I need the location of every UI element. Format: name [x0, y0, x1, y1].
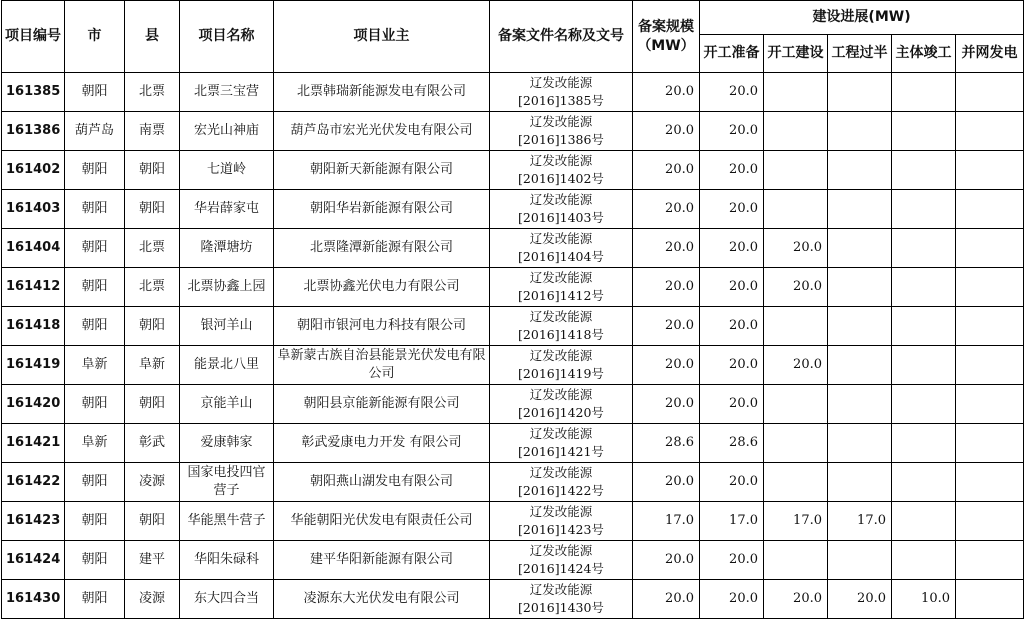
filing-doc-line2: [2016]1418号 — [518, 327, 604, 342]
construction-start-cell: 17.0 — [764, 502, 828, 541]
project-name-cell: 华岩薛家屯 — [180, 190, 274, 229]
filing-doc-line2: [2016]1386号 — [518, 132, 604, 147]
project-id-cell: 161419 — [2, 346, 65, 385]
filing-doc-line2: [2016]1412号 — [518, 288, 604, 303]
filing-doc-line2: [2016]1430号 — [518, 600, 604, 615]
filing-doc-cell — [490, 151, 633, 190]
project-id-cell: 161385 — [2, 73, 65, 112]
project-name-cell: 国家电投四官营子 — [180, 463, 274, 502]
filing-doc-line1: 辽发改能源 — [529, 348, 593, 363]
main-complete-cell — [892, 307, 956, 346]
construction-start-cell: 20.0 — [764, 580, 828, 619]
county-cell: 凌源 — [125, 463, 180, 502]
project-owner-cell: 华能朝阳光伏发电有限责任公司 — [274, 502, 490, 541]
project-owner-cell: 朝阳华岩新能源有限公司 — [274, 190, 490, 229]
main-complete-cell — [892, 346, 956, 385]
table-row — [2, 541, 1024, 580]
filing-doc-line2: [2016]1385号 — [518, 93, 604, 108]
filing-scale-cell: 20.0 — [633, 151, 700, 190]
filing-doc-cell — [490, 73, 633, 112]
project-name-cell: 京能羊山 — [180, 385, 274, 424]
project-owner-cell: 北票隆潭新能源有限公司 — [274, 229, 490, 268]
halfway-cell — [828, 346, 892, 385]
filing-scale-cell: 28.6 — [633, 424, 700, 463]
main-complete-cell — [892, 229, 956, 268]
header-filing-scale: 备案规模（MW） — [633, 1, 700, 73]
project-id-cell: 161422 — [2, 463, 65, 502]
construction-start-cell — [764, 463, 828, 502]
filing-scale-cell: 20.0 — [633, 541, 700, 580]
filing-doc-cell — [490, 190, 633, 229]
county-cell: 朝阳 — [125, 190, 180, 229]
project-id-cell: 161412 — [2, 268, 65, 307]
halfway-cell: 17.0 — [828, 502, 892, 541]
construction-start-cell — [764, 541, 828, 580]
header-prep: 开工准备 — [700, 35, 764, 73]
grid-connected-cell — [956, 151, 1024, 190]
project-owner-cell: 朝阳新天新能源有限公司 — [274, 151, 490, 190]
filing-doc-line1: 辽发改能源 — [529, 270, 593, 285]
county-cell: 朝阳 — [125, 502, 180, 541]
construction-start-cell: 20.0 — [764, 346, 828, 385]
prep-cell: 17.0 — [700, 502, 764, 541]
city-cell: 阜新 — [65, 346, 125, 385]
halfway-cell — [828, 463, 892, 502]
prep-cell: 20.0 — [700, 268, 764, 307]
grid-connected-cell — [956, 463, 1024, 502]
prep-cell: 20.0 — [700, 73, 764, 112]
city-cell: 朝阳 — [65, 502, 125, 541]
city-cell: 朝阳 — [65, 541, 125, 580]
header-main-complete: 主体竣工 — [892, 35, 956, 73]
project-name-cell: 宏光山神庙 — [180, 112, 274, 151]
main-complete-cell — [892, 73, 956, 112]
main-complete-cell — [892, 541, 956, 580]
halfway-cell — [828, 151, 892, 190]
table-row — [2, 268, 1024, 307]
filing-scale-cell: 20.0 — [633, 580, 700, 619]
county-cell: 北票 — [125, 229, 180, 268]
construction-start-cell: 20.0 — [764, 229, 828, 268]
prep-cell: 20.0 — [700, 580, 764, 619]
grid-connected-cell — [956, 502, 1024, 541]
main-complete-cell — [892, 112, 956, 151]
city-cell: 朝阳 — [65, 229, 125, 268]
city-cell: 朝阳 — [65, 190, 125, 229]
city-cell: 朝阳 — [65, 580, 125, 619]
project-owner-cell: 北票韩瑞新能源发电有限公司 — [274, 73, 490, 112]
grid-connected-cell — [956, 73, 1024, 112]
header-project-name: 项目名称 — [180, 1, 274, 73]
table-row — [2, 229, 1024, 268]
project-name-cell: 华能黑牛营子 — [180, 502, 274, 541]
construction-start-cell — [764, 73, 828, 112]
filing-doc-line1: 辽发改能源 — [529, 426, 593, 441]
county-cell: 南票 — [125, 112, 180, 151]
prep-cell: 20.0 — [700, 463, 764, 502]
grid-connected-cell — [956, 346, 1024, 385]
city-cell: 朝阳 — [65, 268, 125, 307]
main-complete-cell — [892, 463, 956, 502]
project-name-cell: 隆潭塘坊 — [180, 229, 274, 268]
project-id-cell: 161418 — [2, 307, 65, 346]
filing-doc-cell — [490, 463, 633, 502]
filing-doc-line2: [2016]1421号 — [518, 444, 604, 459]
filing-doc-line1: 辽发改能源 — [529, 465, 593, 480]
project-owner-cell: 凌源东大光伏发电有限公司 — [274, 580, 490, 619]
prep-cell: 20.0 — [700, 229, 764, 268]
filing-doc-line1: 辽发改能源 — [529, 543, 593, 558]
grid-connected-cell — [956, 580, 1024, 619]
filing-doc-cell — [490, 112, 633, 151]
halfway-cell — [828, 73, 892, 112]
filing-doc-cell — [490, 385, 633, 424]
construction-start-cell: 20.0 — [764, 268, 828, 307]
halfway-cell: 20.0 — [828, 580, 892, 619]
header-construction-progress: 建设进展(MW) — [700, 1, 1024, 35]
filing-scale-cell: 20.0 — [633, 112, 700, 151]
filing-doc-line1: 辽发改能源 — [529, 192, 593, 207]
halfway-cell — [828, 112, 892, 151]
filing-doc-cell — [490, 424, 633, 463]
project-name-cell: 七道岭 — [180, 151, 274, 190]
city-cell: 朝阳 — [65, 151, 125, 190]
filing-scale-cell: 17.0 — [633, 502, 700, 541]
main-complete-cell: 10.0 — [892, 580, 956, 619]
header-county: 县 — [125, 1, 180, 73]
prep-cell: 28.6 — [700, 424, 764, 463]
project-id-cell: 161424 — [2, 541, 65, 580]
county-cell: 朝阳 — [125, 307, 180, 346]
table-row — [2, 346, 1024, 385]
table-row — [2, 307, 1024, 346]
filing-doc-cell — [490, 307, 633, 346]
county-cell: 北票 — [125, 73, 180, 112]
main-complete-cell — [892, 190, 956, 229]
project-table — [1, 0, 1024, 619]
filing-scale-cell: 20.0 — [633, 385, 700, 424]
main-complete-cell — [892, 424, 956, 463]
county-cell: 阜新 — [125, 346, 180, 385]
construction-start-cell — [764, 151, 828, 190]
header-filing-doc: 备案文件名称及文号 — [490, 1, 633, 73]
filing-doc-line1: 辽发改能源 — [529, 153, 593, 168]
grid-connected-cell — [956, 268, 1024, 307]
construction-start-cell — [764, 307, 828, 346]
project-owner-cell: 朝阳燕山湖发电有限公司 — [274, 463, 490, 502]
grid-connected-cell — [956, 424, 1024, 463]
table-row — [2, 73, 1024, 112]
city-cell: 阜新 — [65, 424, 125, 463]
project-owner-cell: 彰武爱康电力开发 有限公司 — [274, 424, 490, 463]
prep-cell: 20.0 — [700, 385, 764, 424]
halfway-cell — [828, 190, 892, 229]
project-owner-cell: 朝阳市银河电力科技有限公司 — [274, 307, 490, 346]
project-owner-cell: 朝阳县京能新能源有限公司 — [274, 385, 490, 424]
filing-scale-cell: 20.0 — [633, 346, 700, 385]
main-complete-cell — [892, 151, 956, 190]
grid-connected-cell — [956, 112, 1024, 151]
main-complete-cell — [892, 268, 956, 307]
header-project-owner: 项目业主 — [274, 1, 490, 73]
main-complete-cell — [892, 385, 956, 424]
prep-cell: 20.0 — [700, 190, 764, 229]
filing-doc-cell — [490, 580, 633, 619]
filing-doc-line2: [2016]1423号 — [518, 522, 604, 537]
filing-scale-cell: 20.0 — [633, 268, 700, 307]
project-id-cell: 161386 — [2, 112, 65, 151]
table-row — [2, 580, 1024, 619]
city-cell: 朝阳 — [65, 463, 125, 502]
construction-start-cell — [764, 385, 828, 424]
grid-connected-cell — [956, 229, 1024, 268]
filing-doc-line1: 辽发改能源 — [529, 75, 593, 90]
filing-doc-line2: [2016]1403号 — [518, 210, 604, 225]
filing-scale-cell: 20.0 — [633, 307, 700, 346]
halfway-cell — [828, 268, 892, 307]
project-name-cell: 爱康韩家 — [180, 424, 274, 463]
filing-scale-cell: 20.0 — [633, 73, 700, 112]
filing-doc-line1: 辽发改能源 — [529, 231, 593, 246]
filing-doc-line2: [2016]1424号 — [518, 561, 604, 576]
project-name-cell: 东大四合当 — [180, 580, 274, 619]
construction-start-cell — [764, 190, 828, 229]
filing-doc-line2: [2016]1419号 — [518, 366, 604, 381]
filing-doc-cell — [490, 541, 633, 580]
halfway-cell — [828, 385, 892, 424]
construction-start-cell — [764, 424, 828, 463]
county-cell: 建平 — [125, 541, 180, 580]
header-construction-start: 开工建设 — [764, 35, 828, 73]
filing-scale-cell: 20.0 — [633, 229, 700, 268]
header-project-id: 项目编号 — [2, 1, 65, 73]
project-id-cell: 161420 — [2, 385, 65, 424]
county-cell: 彰武 — [125, 424, 180, 463]
filing-doc-cell — [490, 268, 633, 307]
county-cell: 朝阳 — [125, 385, 180, 424]
grid-connected-cell — [956, 541, 1024, 580]
prep-cell: 20.0 — [700, 346, 764, 385]
prep-cell: 20.0 — [700, 541, 764, 580]
filing-doc-cell — [490, 229, 633, 268]
table-row — [2, 463, 1024, 502]
prep-cell: 20.0 — [700, 112, 764, 151]
table-row — [2, 424, 1024, 463]
halfway-cell — [828, 424, 892, 463]
filing-doc-line1: 辽发改能源 — [529, 114, 593, 129]
filing-doc-line1: 辽发改能源 — [529, 504, 593, 519]
project-id-cell: 161402 — [2, 151, 65, 190]
main-complete-cell — [892, 502, 956, 541]
filing-doc-line1: 辽发改能源 — [529, 387, 593, 402]
project-id-cell: 161403 — [2, 190, 65, 229]
header-halfway: 工程过半 — [828, 35, 892, 73]
halfway-cell — [828, 307, 892, 346]
city-cell: 葫芦岛 — [65, 112, 125, 151]
grid-connected-cell — [956, 385, 1024, 424]
table-row — [2, 385, 1024, 424]
table-row — [2, 502, 1024, 541]
project-id-cell: 161430 — [2, 580, 65, 619]
filing-doc-line2: [2016]1422号 — [518, 483, 604, 498]
city-cell: 朝阳 — [65, 73, 125, 112]
halfway-cell — [828, 229, 892, 268]
prep-cell: 20.0 — [700, 151, 764, 190]
project-name-cell: 北票三宝营 — [180, 73, 274, 112]
project-owner-cell: 建平华阳新能源有限公司 — [274, 541, 490, 580]
grid-connected-cell — [956, 307, 1024, 346]
header-city: 市 — [65, 1, 125, 73]
prep-cell: 20.0 — [700, 307, 764, 346]
project-owner-cell: 葫芦岛市宏光光伏发电有限公司 — [274, 112, 490, 151]
filing-scale-cell: 20.0 — [633, 190, 700, 229]
filing-doc-line1: 辽发改能源 — [529, 309, 593, 324]
filing-doc-line2: [2016]1402号 — [518, 171, 604, 186]
project-name-cell: 北票协鑫上园 — [180, 268, 274, 307]
filing-doc-line1: 辽发改能源 — [529, 582, 593, 597]
filing-doc-line2: [2016]1420号 — [518, 405, 604, 420]
county-cell: 北票 — [125, 268, 180, 307]
city-cell: 朝阳 — [65, 307, 125, 346]
project-id-cell: 161423 — [2, 502, 65, 541]
table-row — [2, 190, 1024, 229]
county-cell: 凌源 — [125, 580, 180, 619]
table-row — [2, 112, 1024, 151]
header-grid-connected: 并网发电 — [956, 35, 1024, 73]
project-name-cell: 华阳朱碌科 — [180, 541, 274, 580]
filing-doc-cell — [490, 346, 633, 385]
project-name-cell: 银河羊山 — [180, 307, 274, 346]
project-name-cell: 能景北八里 — [180, 346, 274, 385]
construction-start-cell — [764, 112, 828, 151]
filing-doc-cell — [490, 502, 633, 541]
project-id-cell: 161421 — [2, 424, 65, 463]
grid-connected-cell — [956, 190, 1024, 229]
project-owner-cell: 北票协鑫光伏电力有限公司 — [274, 268, 490, 307]
city-cell: 朝阳 — [65, 385, 125, 424]
project-owner-cell: 阜新蒙古族自治县能景光伏发电有限公司 — [274, 346, 490, 385]
project-id-cell: 161404 — [2, 229, 65, 268]
county-cell: 朝阳 — [125, 151, 180, 190]
table-row — [2, 151, 1024, 190]
filing-scale-cell: 20.0 — [633, 463, 700, 502]
filing-doc-line2: [2016]1404号 — [518, 249, 604, 264]
halfway-cell — [828, 541, 892, 580]
